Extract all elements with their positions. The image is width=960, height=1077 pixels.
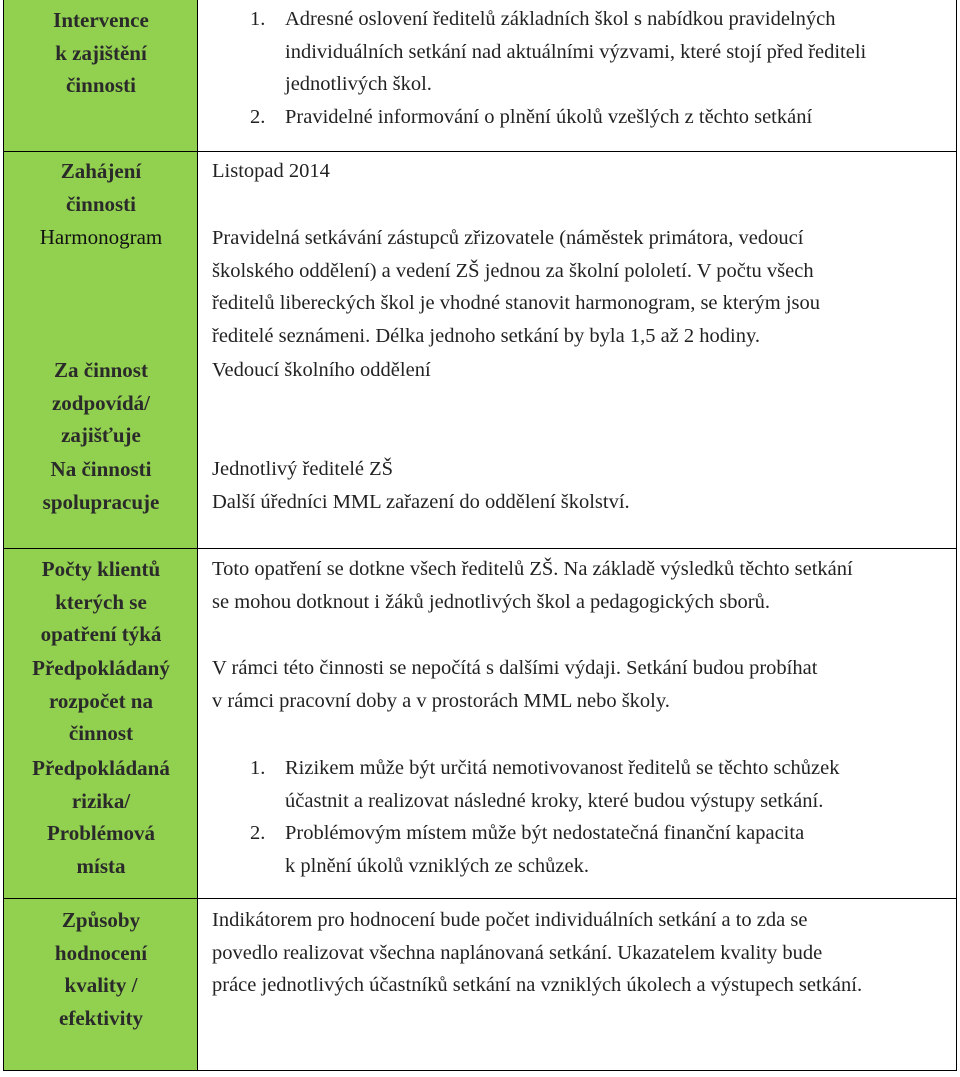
text-line: Pravidelné informování o plnění úkolů vzešlých z těchto setkání — [285, 105, 813, 128]
row-content-zahajeni — [212, 155, 952, 188]
label-line: Problémová — [46, 821, 156, 845]
text-line: ředitelů libereckých škol je vhodné stanovit harmonogram, se kterým jsou — [212, 292, 821, 314]
label-line: Předpokládaná — [32, 756, 170, 780]
row-content-spolupracuje — [212, 453, 952, 518]
list-number: 2. — [250, 822, 266, 844]
text-line: školského oddělení) a vedení ZŠ jednou za školní pololetí. V počtu všech — [212, 259, 814, 282]
label-line: Na činnosti — [50, 457, 152, 481]
activity-table — [3, 0, 957, 1071]
label-line: činnosti — [65, 73, 136, 97]
label-line: zodpovídá/ — [51, 390, 151, 415]
list-item — [212, 3, 952, 101]
text-line: jednotlivých škol. — [285, 73, 432, 95]
list-number: 1. — [250, 757, 266, 779]
label-line: Harmonogram — [39, 225, 163, 249]
list-number: 1. — [250, 8, 266, 30]
label-line: kterých se — [55, 589, 147, 614]
label-line: spolupracuje — [42, 489, 160, 514]
text-line: Problémovým místem může být nedostatečná finanční kapacita — [285, 822, 805, 844]
list-item — [212, 101, 952, 134]
text-line: k plnění úkolů vzniklých ze schůzek. — [285, 854, 589, 877]
row-label-pocty-klientu — [4, 553, 198, 651]
label-line: Za činnost — [54, 358, 148, 382]
row-label-intervence — [4, 4, 198, 102]
text-line: Rizikem může být určitá nemotivovanost ředitelů se těchto schůzek — [285, 757, 840, 779]
row-label-harmonogram — [4, 221, 198, 254]
row-content-pocty-klientu — [212, 553, 952, 618]
text-line: povedlo realizovat všechna naplánovaná setkání. Ukazatelem kvality bude — [212, 941, 823, 964]
row-content-rozpocet — [212, 652, 952, 717]
text-line: práce jednotlivých účastníků setkání na vzniklých úkolech a výstupech setkání. — [212, 974, 863, 996]
text-line: účastnit a realizovat následné kroky, které budou výstupy setkání. — [285, 789, 824, 812]
label-line: zajišťuje — [61, 423, 141, 447]
row-label-spolupracuje — [4, 453, 198, 518]
row-content-harmonogram — [212, 222, 952, 352]
text-line: Jednotlivý ředitelé ZŠ — [212, 458, 394, 480]
label-line: rozpočet na — [48, 688, 153, 713]
label-line: činnost — [68, 721, 134, 745]
text-line: v rámci pracovní doby a v prostorách MML nebo školy. — [212, 689, 670, 712]
row-content-zodpovida — [212, 354, 952, 387]
text-line: Vedoucí školního oddělení — [212, 359, 431, 381]
label-line: hodnocení — [54, 940, 148, 965]
label-line: kvality / — [64, 973, 138, 997]
label-line: Počty klientů — [41, 557, 161, 581]
label-line: opatření týká — [40, 622, 162, 646]
label-line: efektivity — [59, 1005, 143, 1030]
label-line: rizika/ — [71, 788, 131, 813]
text-line: Indikátorem pro hodnocení bude počet individuálních setkání a to zda se — [212, 909, 808, 931]
text-line: V rámci této činnosti se nepočítá s dalšími výdaji. Setkání budou probíhat — [212, 657, 818, 679]
row-label-rizika — [4, 752, 198, 882]
text-line: ředitelé seznámeni. Délka jednoho setkání by byla 1,5 až 2 hodiny. — [212, 324, 761, 347]
text-line: Pravidelná setkávání zástupců zřizovatele (náměstek primátora, vedoucí — [212, 227, 804, 249]
text-line: Další úředníci MML zařazení do oddělení školství. — [212, 490, 630, 513]
row-content-rizika — [212, 752, 952, 882]
label-line: Intervence — [53, 8, 149, 32]
label-line: Způsoby — [61, 908, 141, 932]
row-content-intervence — [212, 3, 952, 133]
row-label-rozpocet — [4, 652, 198, 750]
list-item — [212, 817, 952, 882]
row-label-hodnoceni — [4, 904, 198, 1034]
label-line: místa — [76, 853, 126, 878]
label-line: k zajištění — [55, 40, 147, 65]
row-divider — [4, 151, 956, 152]
text-line: individuálních setkání nad aktuálními výzvami, které stojí před řediteli — [285, 40, 867, 63]
label-line: Zahájení — [60, 159, 142, 183]
row-label-zodpovida — [4, 354, 198, 452]
text-line: Adresné oslovení ředitelů základních škol s nabídkou pravidelných — [285, 8, 836, 30]
list-item — [212, 752, 952, 817]
text-line: se mohou dotknout i žáků jednotlivých škol a pedagogických sborů. — [212, 590, 770, 613]
row-label-zahajeni — [4, 155, 198, 220]
row-content-hodnoceni — [212, 904, 952, 1002]
row-divider — [4, 548, 956, 549]
label-line: Předpokládaný — [32, 656, 170, 680]
label-line: činnosti — [65, 191, 136, 216]
list-number: 2. — [250, 105, 266, 128]
text-line: Listopad 2014 — [212, 160, 330, 182]
text-line: Toto opatření se dotkne všech ředitelů ZŠ. Na základě výsledků těchto setkání — [212, 558, 853, 580]
row-divider — [4, 898, 956, 899]
